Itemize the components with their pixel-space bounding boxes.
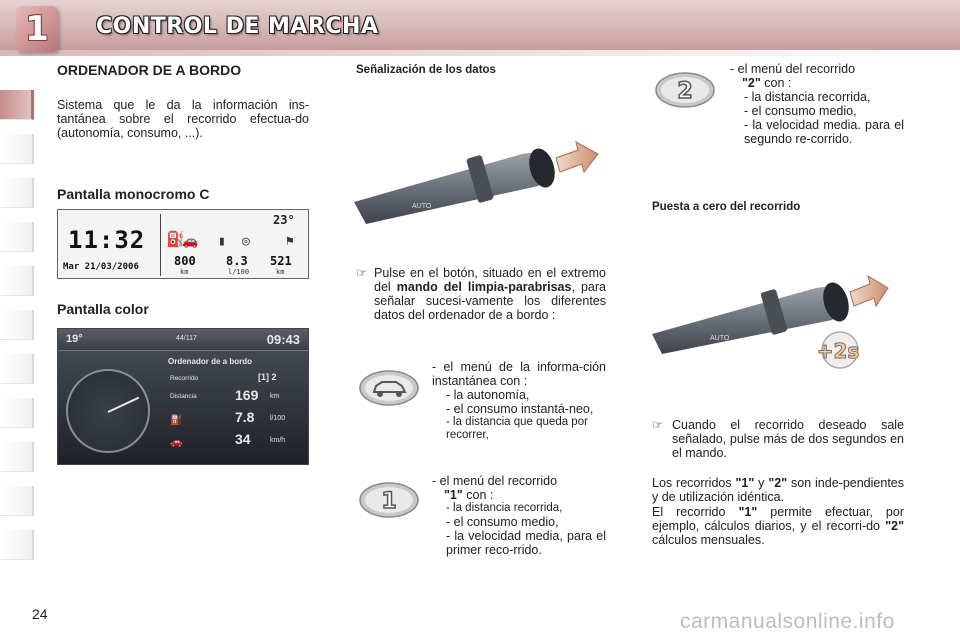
- chapter-tab-3[interactable]: [0, 178, 34, 208]
- color-time: 09:43: [266, 332, 300, 347]
- color-display: [57, 328, 309, 465]
- color-menu-title: Ordenador de a bordo: [168, 357, 253, 366]
- mono-unit-3: km: [276, 268, 285, 276]
- p2-mid: permite efectuar, por ejemplo, cálculos diarios, y el recorri-do: [652, 505, 904, 533]
- p2-post: cálculos mensuales.: [652, 533, 765, 547]
- svg-text:AUTO: AUTO: [710, 335, 730, 342]
- compass-needle: [108, 397, 140, 413]
- trip-2-number: 2: [677, 79, 693, 104]
- mono-display: [57, 209, 309, 279]
- fuel-icon: ⛽: [166, 230, 185, 248]
- subsection-title: Señalización de los datos: [356, 64, 496, 76]
- chapter-tab-7[interactable]: [0, 354, 34, 384]
- chapter-tab-2[interactable]: [0, 134, 34, 164]
- color-mid: 44/117: [176, 335, 197, 342]
- hand-icon: ☞: [652, 418, 664, 432]
- wiper-stalk-reset-illustration: [650, 268, 890, 378]
- mono-unit-1: km: [180, 268, 189, 276]
- flag-icon: ⚑: [286, 234, 294, 249]
- mono-temp: 23°: [273, 213, 295, 227]
- p1-key-2: "2": [768, 476, 788, 490]
- mono-unit-2: l/100: [228, 268, 250, 276]
- list-item: - la autonomía,: [446, 388, 530, 402]
- instant-info-head: - el menú de la informa-ción instantánea con :: [432, 360, 606, 388]
- list-item: - la distancia recorrida,: [744, 90, 871, 104]
- color-row-unit: km/h: [270, 437, 286, 444]
- instruction-bullet: [356, 266, 606, 322]
- chapter-tab-4[interactable]: [0, 222, 34, 252]
- p1-mid: y: [754, 476, 769, 490]
- instruction-text-end: , para señalar sucesi-vamente los diferentes datos del ordenador de a bordo :: [374, 280, 606, 322]
- trip-2-head-text: - el menú del recorrido: [730, 62, 856, 76]
- trip-1-head: [432, 474, 606, 488]
- p2-key-1: "1": [738, 505, 758, 519]
- instruction-text: Pulse en el botón, situado en el extremo del: [374, 266, 606, 294]
- compass-dial: [66, 369, 150, 453]
- chapter-tab-11[interactable]: [0, 530, 34, 560]
- instant-info-list: [432, 360, 606, 442]
- color-display-title: Pantalla color: [57, 301, 149, 317]
- list-item: - la distancia recorrida,: [446, 502, 563, 514]
- chapter-tabs: [0, 64, 34, 584]
- hold-2s-label: +2s: [816, 339, 860, 363]
- color-temp: 19°: [66, 333, 83, 345]
- pump-icon: ▮: [218, 234, 226, 249]
- chapter-tab-8[interactable]: [0, 398, 34, 428]
- mono-value-distance: 521: [270, 254, 292, 268]
- chapter-tab-1[interactable]: [0, 90, 34, 120]
- page-title: CONTROL DE MARCHA: [96, 14, 379, 39]
- hand-icon: ☞: [356, 266, 368, 280]
- chapter-tab-10[interactable]: [0, 486, 34, 516]
- section-title: ORDENADOR DE A BORDO: [57, 62, 242, 78]
- p1-text: Los recorridos: [652, 476, 736, 490]
- wiper-stalk-illustration: [352, 132, 612, 228]
- list-item: - la velocidad media. para el segundo re-corrido.: [744, 118, 904, 146]
- trips-paragraph-1: [652, 476, 904, 504]
- trips-paragraph-2: [652, 505, 904, 547]
- color-row-label: Recorrido: [170, 375, 199, 382]
- car-info-badge: [358, 368, 420, 408]
- trip-2-head-post: con :: [760, 76, 792, 90]
- watermark: carmanualsonline.info: [680, 610, 895, 633]
- instruction-bold: mando del limpia-parabrisas: [396, 280, 572, 294]
- color-row-value: 7.8: [235, 409, 255, 425]
- list-item: - el consumo medio,: [744, 104, 857, 118]
- mono-value-consumption: 8.3: [226, 254, 248, 268]
- list-item: - la velocidad media, para el primer reco-rrido.: [446, 529, 606, 557]
- chapter-tab-5[interactable]: [0, 266, 34, 296]
- car-icon: 🚗: [170, 437, 183, 448]
- trip-1-key: "1": [444, 488, 463, 502]
- page-number: 24: [32, 606, 48, 622]
- list-item: - el consumo medio,: [446, 515, 559, 529]
- color-row-unit: l/100: [270, 415, 286, 422]
- p1-post: son inde-pendientes y de utilización idéntica.: [652, 476, 904, 504]
- chapter-tab-9[interactable]: [0, 442, 34, 472]
- color-row-value: 169: [235, 387, 259, 403]
- mono-time: 11:32: [68, 226, 146, 254]
- trip-1-head-text: - el menú del recorrido: [432, 474, 558, 488]
- trip-2-key: "2": [742, 76, 761, 90]
- trip-1-head-post: con :: [462, 488, 494, 502]
- svg-text:AUTO: AUTO: [412, 203, 432, 210]
- mono-value-autonomy: 800: [174, 254, 196, 268]
- list-item: - la distancia que queda por recorrer,: [446, 416, 588, 441]
- reset-title: Puesta a cero del recorrido: [652, 201, 801, 213]
- reset-text: Cuando el recorrido deseado sale señalado, pulse más de dos segundos en el mando.: [672, 418, 904, 460]
- mono-display-title: Pantalla monocromo C: [57, 186, 210, 202]
- mono-separator: [160, 214, 161, 276]
- color-row-value: [1] 2: [258, 372, 277, 382]
- p2-text: El recorrido: [652, 505, 739, 519]
- car-icon: 🚗: [182, 234, 199, 249]
- chapter-tab-6[interactable]: [0, 310, 34, 340]
- chapter-badge: [16, 6, 58, 52]
- list-item: - el consumo instantá-neo,: [446, 402, 594, 416]
- color-row-label: Distancia: [170, 393, 197, 400]
- trip-1-badge: [358, 480, 420, 520]
- fuel-icon: ⛽: [170, 415, 183, 426]
- color-row-unit: km: [270, 393, 280, 400]
- trip-2-list: [730, 62, 904, 146]
- p2-key-2: "2": [885, 519, 904, 533]
- chapter-number: 1: [25, 9, 49, 49]
- intro-text: Sistema que le da la información ins-tantánea sobre el recorrido efectua-do (autonomía, consumo, ...).: [57, 98, 309, 140]
- trip-1-number: 1: [381, 489, 397, 514]
- trip-2-badge: [654, 70, 716, 110]
- mono-date: Mar 21/03/2006: [63, 262, 139, 272]
- color-row-value: 34: [235, 431, 251, 447]
- gauge-icon: ◎: [242, 234, 250, 249]
- reset-bullet: [652, 418, 904, 460]
- trip-1-list: [432, 474, 606, 557]
- p1-key-1: "1": [735, 476, 755, 490]
- header-stripe: [0, 50, 960, 56]
